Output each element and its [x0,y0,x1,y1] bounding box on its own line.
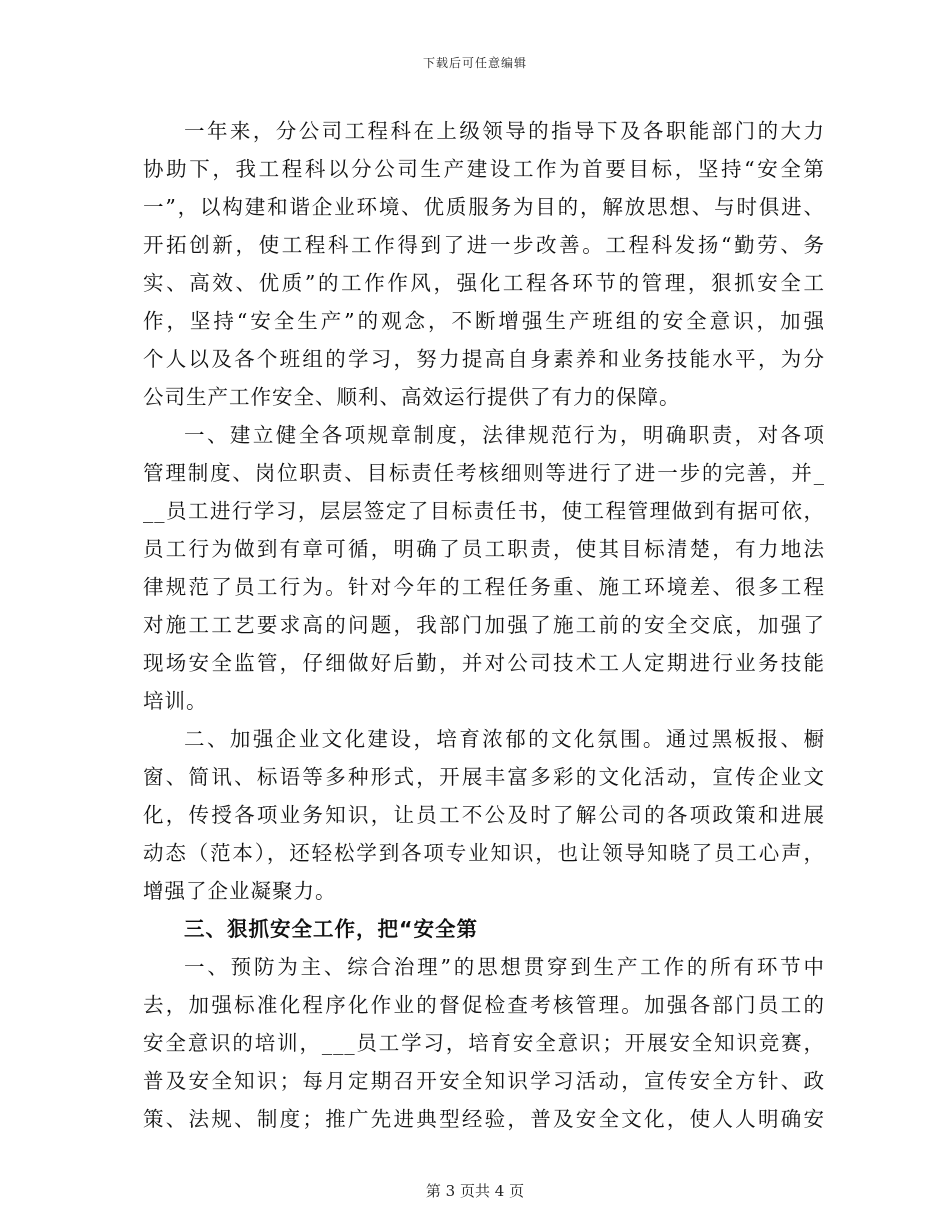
body-text-line: 作，坚持“安全生产”的观念，不断增强生产班组的安全意识，加强 [143,309,825,333]
body-text-line: 律规范了员工行为。针对今年的工程任务重、施工环境差、很多工程 [143,575,825,599]
body-text-line: 协助下，我工程科以分公司生产建设工作为首要目标，坚持“安全第 [143,157,825,181]
body-text-line: 公司生产工作安全、顺利、高效运行提供了有力的保障。 [143,385,681,409]
body-text-line: 化，传授各项业务知识，让员工不公及时了解公司的各项政策和进展 [143,803,825,827]
body-text-line: 个人以及各个班组的学习，努力提高自身素养和业务技能水平，为分 [143,347,825,371]
page-header: 下载后可任意编辑 [422,56,527,70]
body-text-line: 一、建立健全各项规章制度，法律规范行为，明确职责，对各项 [184,423,825,447]
page-footer: 第 3 页共 4 页 [425,1182,525,1200]
body-text-line: 实、高效、优质”的工作作风，强化工程各环节的管理，狠抓安全工 [143,271,825,295]
section-heading: 三、狠抓安全工作，把“安全第 [184,917,478,941]
body-text-line: 一”，以构建和谐企业环境、优质服务为目的，解放思想、与时俱进、 [143,195,825,219]
body-text-line: 二、加强企业文化建设，培育浓郁的文化氛围。通过黑板报、橱 [184,727,825,751]
body-text-line: 窗、简讯、标语等多种形式，开展丰富多彩的文化活动，宣传企业文 [143,765,825,789]
body-text-line: 普及安全知识；每月定期召开安全知识学习活动，宣传安全方针、政 [143,1069,825,1093]
body-text-line: 培训。 [143,689,208,713]
body-text-line: 增强了企业凝聚力。 [143,879,337,903]
body-text-line: __员工进行学习，层层签定了目标责任书，使工程管理做到有据可依， [143,499,825,523]
body-text-line: 员工行为做到有章可循，明确了员工职责，使其目标清楚，有力地法 [143,537,825,561]
body-text-line: 动态（范本），还轻松学到各项专业知识，也让领导知晓了员工心声， [143,841,825,865]
body-text-line: 对施工工艺要求高的问题，我部门加强了施工前的安全交底，加强了 [143,613,825,637]
body-text-line: 安全意识的培训，___员工学习，培育安全意识；开展安全知识竞赛， [143,1031,825,1055]
body-text-line: 开拓创新，使工程科工作得到了进一步改善。工程科发扬“勤劳、务 [143,233,825,257]
body-text-line: 去，加强标准化程序化作业的督促检查考核管理。加强各部门员工的 [143,993,825,1017]
body-text-line: 一年来，分公司工程科在上级领导的指导下及各职能部门的大力 [184,119,825,143]
body-text-line: 一、预防为主、综合治理”的思想贯穿到生产工作的所有环节中 [184,955,825,979]
body-text-line: 策、法规、制度；推广先进典型经验，普及安全文化，使人人明确安 [143,1107,825,1131]
body-text-line: 现场安全监管，仔细做好后勤，并对公司技术工人定期进行业务技能 [143,651,825,675]
body-text-line: 管理制度、岗位职责、目标责任考核细则等进行了进一步的完善，并_ [143,461,825,485]
document-body [143,112,825,1138]
